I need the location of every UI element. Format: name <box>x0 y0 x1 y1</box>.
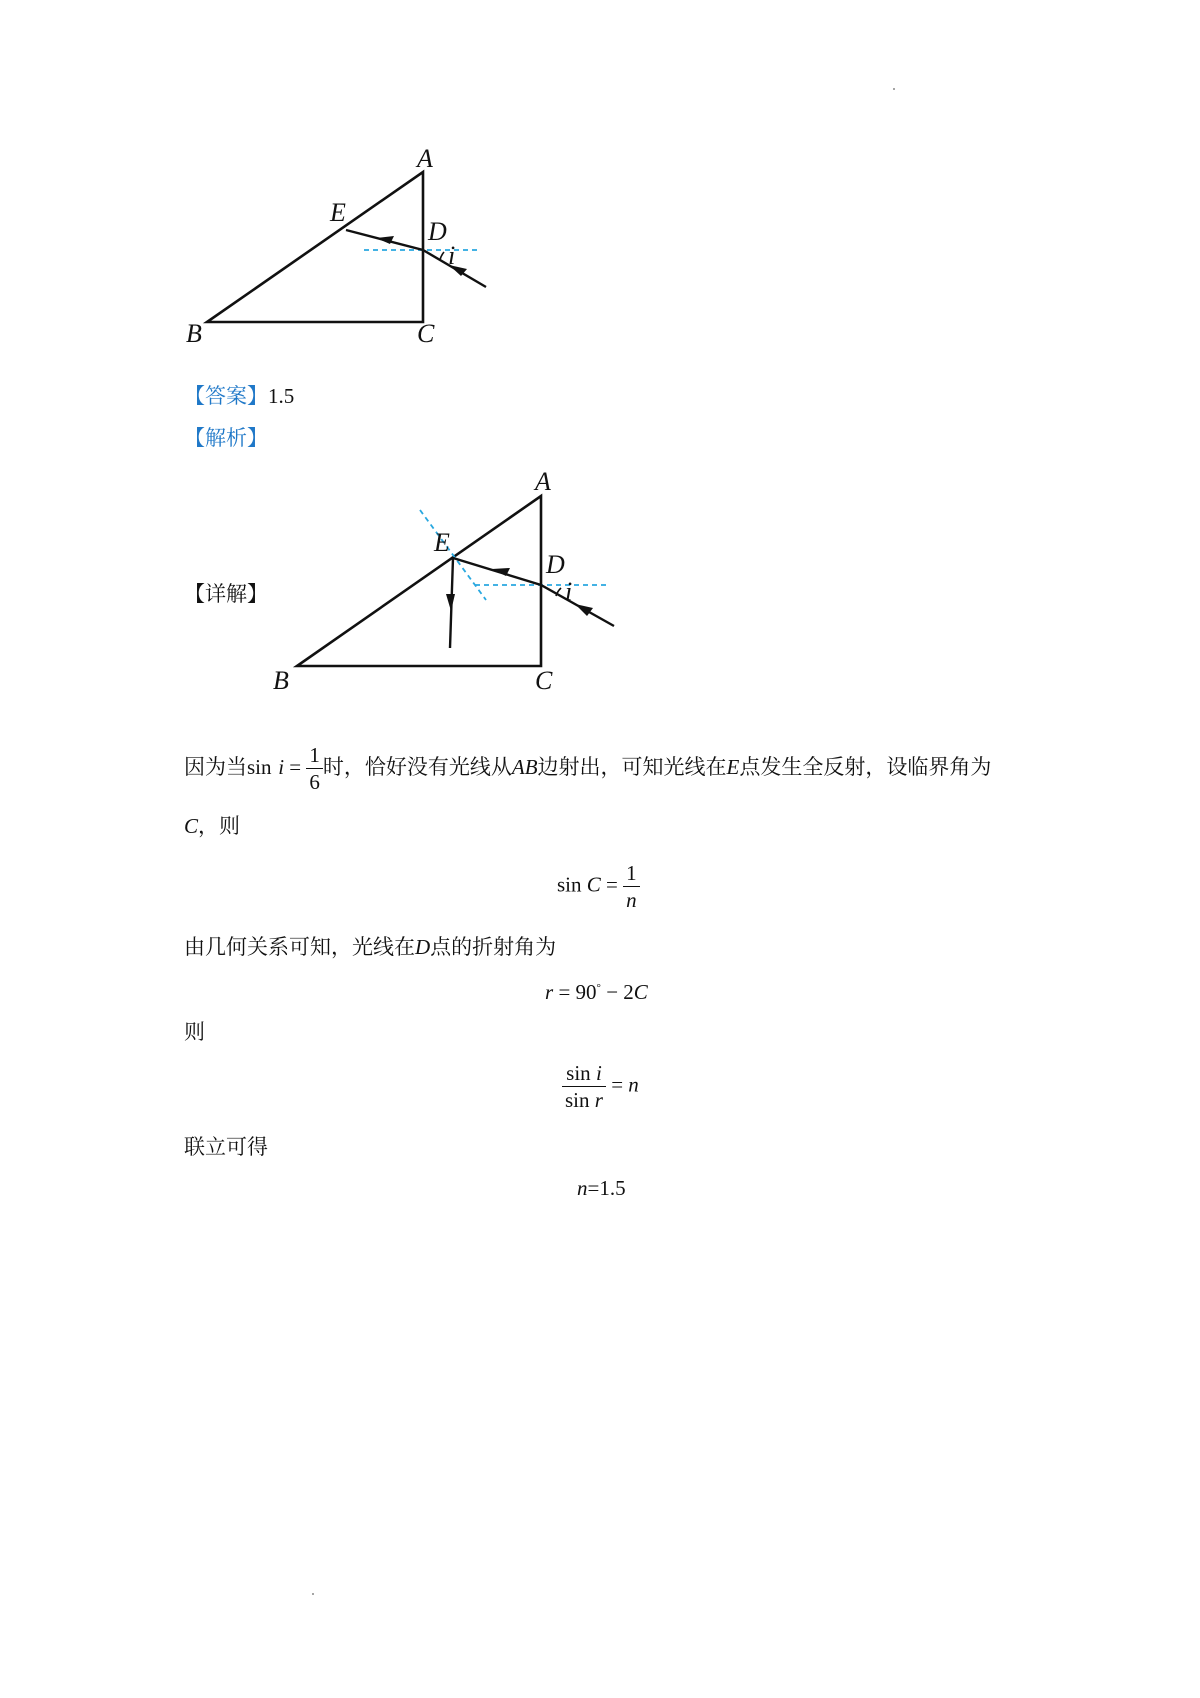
sin-symbol: sin <box>247 755 272 779</box>
text-span: 时，恰好没有光线从 <box>322 755 512 779</box>
paragraph-1 <box>184 740 991 795</box>
equation-term: − 2 <box>600 980 634 1004</box>
var-i: i <box>278 755 285 779</box>
answer-tag-open: 【 <box>184 384 205 408</box>
label-E: E <box>434 528 450 557</box>
angle-arc <box>440 252 444 260</box>
fraction-sini-over-sinr <box>562 1060 606 1114</box>
paragraph-1-continued <box>184 816 240 837</box>
fraction-numerator: 1 <box>306 742 323 769</box>
fraction-denominator: 6 <box>309 770 320 794</box>
var-D: D <box>415 935 431 959</box>
ray-arrow <box>575 604 593 616</box>
stray-mark <box>893 88 895 90</box>
equals-sign: = <box>605 1072 629 1097</box>
analysis-tag: 解析 <box>205 426 247 450</box>
analysis-tag-close: 】 <box>247 426 268 450</box>
sin-symbol: sin <box>557 872 582 897</box>
equation-sinC <box>557 860 640 914</box>
var-r: r <box>594 1088 603 1113</box>
label-i: i <box>565 577 573 606</box>
answer-line <box>184 386 294 407</box>
figure-1-prism-diagram <box>180 140 500 355</box>
equals-sign: = <box>600 872 624 897</box>
equation-term: = 90 <box>553 980 597 1004</box>
sin-symbol: sin <box>565 1088 590 1113</box>
light-ray <box>450 558 614 648</box>
text-span: 点的折射角为 <box>430 935 557 959</box>
label-B: B <box>273 666 289 695</box>
var-AB: AB <box>511 755 538 779</box>
label-A: A <box>535 467 551 496</box>
label-C: C <box>535 666 553 695</box>
label-D: D <box>428 217 447 246</box>
var-n: n <box>628 1072 639 1097</box>
fraction-denominator: n <box>626 888 637 913</box>
analysis-tag-open: 【 <box>184 426 205 450</box>
var-r: r <box>545 980 554 1004</box>
label-D: D <box>546 550 565 579</box>
label-B: B <box>186 319 202 348</box>
text-span: ，则 <box>198 814 241 838</box>
result-value: =1.5 <box>587 1176 626 1200</box>
prism-triangle <box>297 496 541 666</box>
text-span: 点发生全反射，设临界角为 <box>739 755 992 779</box>
light-ray <box>346 230 486 287</box>
fraction-denominator <box>562 1087 606 1113</box>
analysis-line <box>184 428 268 449</box>
text-span: 边射出，可知光线在 <box>537 755 727 779</box>
paragraph-2 <box>184 937 556 958</box>
paragraph-4: 联立可得 <box>184 1135 268 1159</box>
equation-result <box>577 1178 626 1199</box>
sin-symbol: sin <box>566 1061 591 1085</box>
label-E: E <box>330 198 346 227</box>
stray-mark <box>312 1593 314 1595</box>
var-i: i <box>595 1061 602 1085</box>
ray-arrow <box>446 594 455 611</box>
fraction-1-over-n <box>623 860 640 914</box>
text-span: 由几何关系可知，光线在 <box>184 935 415 959</box>
equals-sign: = <box>284 755 307 779</box>
degree-symbol: ° <box>596 982 601 994</box>
fraction-numerator: 1 <box>623 860 640 887</box>
var-n: n <box>577 1176 588 1200</box>
label-i: i <box>448 241 456 270</box>
prism-triangle <box>207 172 423 322</box>
answer-tag: 答案 <box>205 384 247 408</box>
answer-value: 1.5 <box>268 384 295 408</box>
var-C: C <box>633 980 648 1004</box>
equation-r <box>545 982 648 1003</box>
detail-tag: 【详解】 <box>184 582 268 606</box>
var-E: E <box>726 755 740 779</box>
paragraph-3: 则 <box>184 1020 205 1044</box>
fraction-numerator <box>562 1060 606 1087</box>
fraction-1-over-6 <box>306 742 323 796</box>
figure-2-prism-diagram <box>270 460 630 700</box>
label-A: A <box>417 144 433 173</box>
var-C: C <box>586 872 601 897</box>
var-C: C <box>184 814 199 838</box>
text-span: 因为当 <box>184 755 247 779</box>
label-C: C <box>417 319 435 348</box>
answer-tag-close: 】 <box>247 384 268 408</box>
equation-snell <box>562 1060 639 1114</box>
